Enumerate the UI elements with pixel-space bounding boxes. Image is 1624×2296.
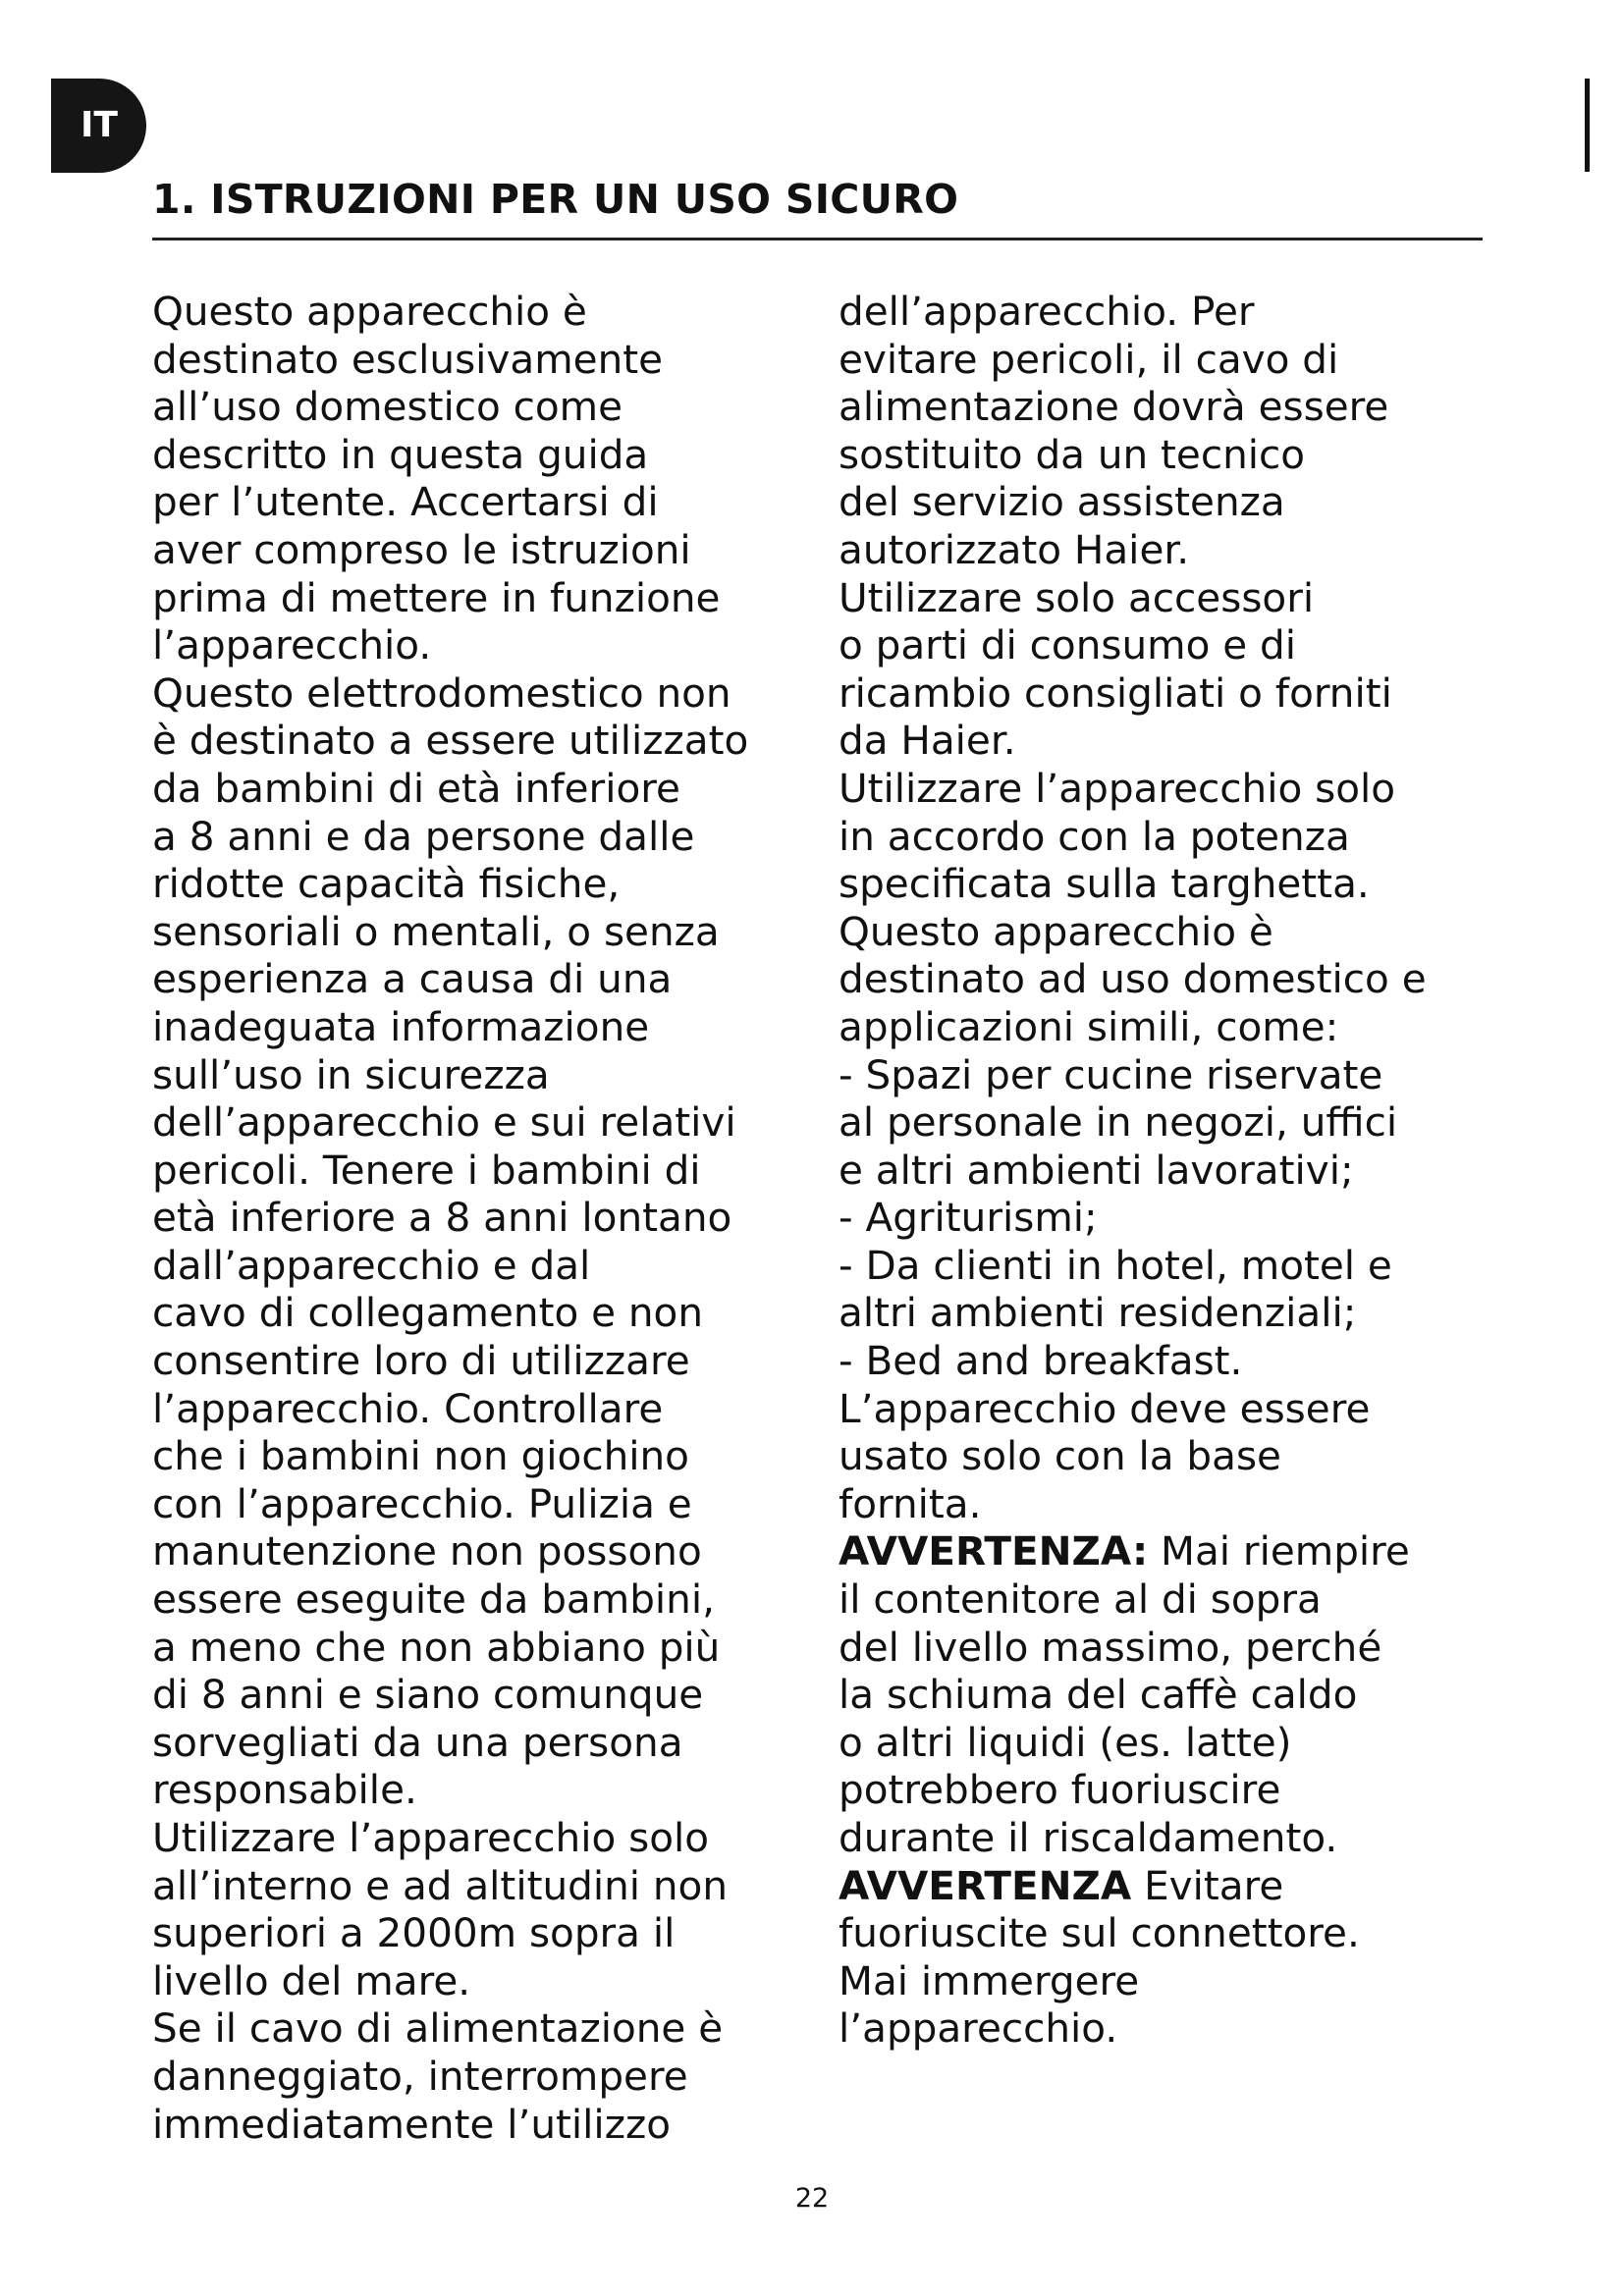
text-line <box>839 765 1496 813</box>
text-line: con l’apparecchio. Pulizia e <box>152 1479 692 1527</box>
text-line <box>839 1194 1496 1242</box>
text-line-content: in accordo con la potenza <box>839 812 1350 860</box>
text-line-content: da Haier. <box>839 717 1016 765</box>
text-line: Utilizzare l’apparecchio solo <box>152 1814 710 1861</box>
text-line <box>839 431 1496 479</box>
text-line: all’interno e ad altitudini non <box>152 1861 728 1909</box>
text-line-content: Utilizzare l’apparecchio solo <box>839 764 1396 812</box>
text-line-content: destinato ad uso domestico e <box>839 955 1427 1003</box>
text-line-content: o altri liquidi (es. latte) <box>839 1718 1292 1766</box>
text-line: danneggiato, interrompere <box>152 2052 688 2100</box>
text-line <box>839 1147 1496 1195</box>
text-line <box>839 1671 1496 1719</box>
page-number: 22 <box>794 2183 830 2214</box>
text-line <box>839 621 1496 669</box>
text-line: consentire loro di utilizzare <box>152 1337 690 1385</box>
text-line-content: alimentazione dovrà essere <box>839 383 1389 431</box>
text-line <box>839 336 1496 384</box>
text-line-content: del livello massimo, perché <box>839 1623 1382 1671</box>
text-line-content: - Bed and breakfast. <box>839 1337 1243 1385</box>
text-line <box>839 1624 1496 1672</box>
text-line <box>839 1289 1496 1337</box>
text-line: superiori a 2000m sopra il <box>152 1909 676 1957</box>
text-line: da bambini di età inferiore <box>152 764 680 812</box>
text-line-content: durante il riscaldamento. <box>839 1814 1338 1861</box>
text-line: Questo elettrodomestico non <box>152 668 731 717</box>
text-line-content: specificata sulla targhetta. <box>839 860 1370 908</box>
text-line <box>839 860 1496 908</box>
text-line: a 8 anni e da persone dalle <box>152 812 695 860</box>
text-line <box>839 1003 1496 1051</box>
text-line: Questo apparecchio è <box>152 288 587 335</box>
text-line: pericoli. Tenere i bambini di <box>152 1146 701 1194</box>
text-line <box>839 1527 1496 1575</box>
text-line: dall’apparecchio e dal <box>152 1241 591 1289</box>
text-line: per l’utente. Accertarsi di <box>152 478 659 526</box>
text-line: età inferiore a 8 anni lontano <box>152 1194 732 1242</box>
text-line-content: il contenitore al di sopra <box>839 1575 1322 1624</box>
page-edge-marker <box>1585 79 1590 172</box>
text-line-content: autorizzato Haier. <box>839 525 1190 573</box>
text-line: immediatamente l’utilizzo <box>152 2100 671 2148</box>
text-line <box>839 1814 1496 1862</box>
text-line: sensoriali o mentali, o senza <box>152 907 720 955</box>
text-line: descritto in questa guida <box>152 430 649 478</box>
text-line <box>839 1957 1496 2005</box>
text-line <box>839 478 1496 526</box>
text-line-content: al personale in negozi, uffici <box>839 1098 1398 1147</box>
text-line <box>839 2004 1496 2053</box>
text-line <box>839 1480 1496 1528</box>
text-line: è destinato a essere utilizzato <box>152 717 749 765</box>
text-line-content: sostituito da un tecnico <box>839 430 1306 478</box>
text-line: essere eseguite da bambini, <box>152 1575 715 1624</box>
warning-label: AVVERTENZA <box>839 1861 1132 1909</box>
text-line: aver compreso le istruzioni <box>152 525 691 573</box>
text-line: cavo di collegamento e non <box>152 1289 704 1337</box>
text-line: l’apparecchio. Controllare <box>152 1384 664 1432</box>
warning-label: AVVERTENZA: <box>839 1527 1149 1575</box>
text-line-content: applicazioni simili, come: <box>839 1002 1339 1050</box>
text-line: l’apparecchio. <box>152 621 432 669</box>
left-column <box>152 288 830 2148</box>
text-line <box>839 813 1496 861</box>
text-line <box>839 717 1496 765</box>
language-tab: IT <box>51 79 146 173</box>
text-line: all’uso domestico come <box>152 383 623 431</box>
text-line-content: Mai immergere <box>839 1956 1140 2004</box>
text-line-content: dell’apparecchio. Per <box>839 288 1255 335</box>
section-title: 1. ISTRUZIONI PER UN USO SICURO <box>152 176 959 223</box>
text-line <box>839 955 1496 1003</box>
text-line <box>839 1432 1496 1480</box>
text-line: sull’uso in sicurezza <box>152 1050 550 1098</box>
text-line-content: - Agriturismi; <box>839 1194 1098 1242</box>
text-line <box>839 1385 1496 1433</box>
text-line-content: altri ambienti residenziali; <box>839 1289 1357 1337</box>
right-column <box>839 288 1496 2053</box>
text-line-content: o parti di consumo e di <box>839 621 1297 669</box>
text-line-content: Evitare <box>1131 1861 1284 1909</box>
text-line-content: usato solo con la base <box>839 1432 1281 1480</box>
text-line <box>839 1051 1496 1099</box>
text-line: sorvegliati da una persona <box>152 1718 683 1766</box>
text-line: manutenzione non possono <box>152 1527 702 1575</box>
text-line-content: Mai riempire <box>1148 1527 1410 1575</box>
text-line: inadeguata informazione <box>152 1002 650 1050</box>
text-line: che i bambini non giochino <box>152 1432 689 1480</box>
text-line <box>839 1098 1496 1147</box>
text-line-content: l’apparecchio. <box>839 2004 1118 2053</box>
text-line: esperienza a causa di una <box>152 955 673 1003</box>
text-line: ridotte capacità fisiche, <box>152 860 621 908</box>
text-line-content: Questo apparecchio è <box>839 907 1273 955</box>
text-line-content: fornita. <box>839 1479 982 1527</box>
text-line: livello del mare. <box>152 1956 471 2004</box>
text-line: dell’apparecchio e sui relativi <box>152 1098 736 1147</box>
text-line-content: evitare pericoli, il cavo di <box>839 335 1339 383</box>
text-line <box>839 908 1496 956</box>
text-line <box>839 1242 1496 1290</box>
text-line <box>839 1862 1496 1910</box>
text-line <box>839 1575 1496 1624</box>
text-line-content: Utilizzare solo accessori <box>839 573 1315 621</box>
text-line <box>839 526 1496 574</box>
text-line-content: del servizio assistenza <box>839 478 1285 526</box>
text-line <box>839 1766 1496 1814</box>
text-line-content: - Spazi per cucine riservate <box>839 1050 1383 1098</box>
text-line <box>839 574 1496 622</box>
text-line-content: la schiuma del caffè caldo <box>839 1671 1358 1719</box>
text-line: Se il cavo di alimentazione è <box>152 2004 724 2053</box>
text-line <box>839 1909 1496 1957</box>
text-line <box>839 383 1496 431</box>
text-line: a meno che non abbiano più <box>152 1623 721 1671</box>
text-line <box>839 288 1496 336</box>
text-line-content: - Da clienti in hotel, motel e <box>839 1241 1392 1289</box>
text-line <box>839 1719 1496 1767</box>
text-line <box>839 1337 1496 1385</box>
text-line-content: potrebbero fuoriuscire <box>839 1766 1281 1814</box>
text-line: responsabile. <box>152 1766 417 1814</box>
title-divider <box>152 238 1483 240</box>
text-line <box>839 669 1496 718</box>
text-line: destinato esclusivamente <box>152 335 664 383</box>
text-line-content: e altri ambienti lavorativi; <box>839 1146 1354 1194</box>
text-line: prima di mettere in funzione <box>152 573 721 621</box>
text-line-content: ricambio consigliati o forniti <box>839 668 1392 717</box>
text-line-content: fuoriuscite sul connettore. <box>839 1909 1360 1957</box>
text-line-content: L’apparecchio deve essere <box>839 1384 1371 1432</box>
text-line: di 8 anni e siano comunque <box>152 1671 704 1719</box>
